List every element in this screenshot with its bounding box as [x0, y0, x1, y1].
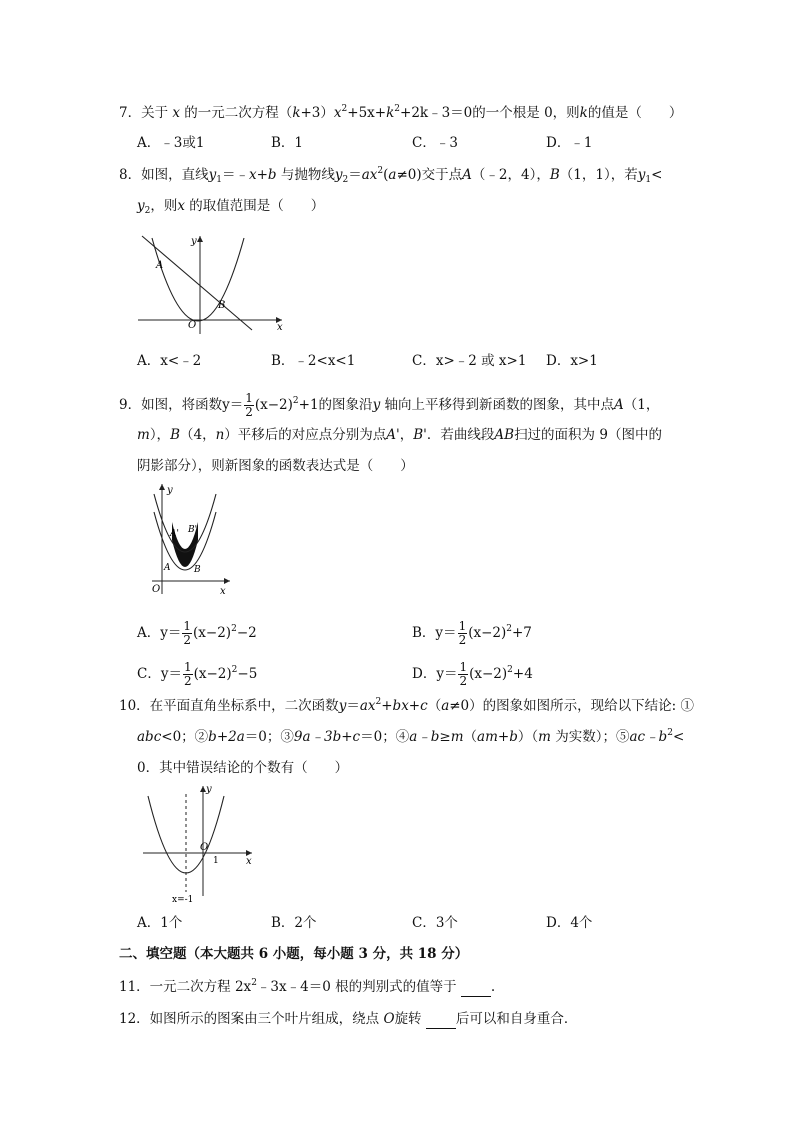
q7-stem: 7．关于 x 的一元二次方程$(k+3)x^2+5x+k^2+2k﹣3=0$的一个根是 0，则k的值是（ ） [119, 104, 683, 121]
q10-stem-line1: 10．在平面直角坐标系中，二次函数$y=ax^2+bx+c(a\ne 0)$的图象如图所示，现给以下结论: ① [119, 697, 694, 714]
q10-fig-x-label: x [246, 856, 252, 867]
q7-option-d[interactable]: D．﹣1 [546, 135, 593, 151]
q8-fig-x-label: x [277, 322, 283, 333]
q12-answer-blank[interactable] [426, 1010, 456, 1029]
q10-fig-y-label: y [206, 784, 212, 795]
q11-stem: 11．一元二次方程 $2x^2﹣3x﹣4=0$ 根的判别式的值等于 . [119, 978, 496, 995]
q9-option-b[interactable]: B．y＝ $\frac{1}{2}$ $(x-2)^2+7$ [412, 619, 532, 647]
q11-answer-blank[interactable] [461, 978, 491, 997]
q9-fig-point-b: B [194, 565, 201, 575]
q10-option-d[interactable]: D．4个 [546, 915, 593, 931]
q9-fig-y-label: y [167, 485, 173, 496]
q7-option-c[interactable]: C．﹣3 [412, 135, 458, 151]
q8-figure [134, 228, 289, 338]
q8-option-c[interactable]: C．x>﹣2 或 x>1 [412, 353, 527, 369]
q9-fig-origin: O [152, 584, 161, 595]
q8-fig-origin: O [188, 320, 197, 331]
q10-stem-line3: 0．其中错误结论的个数有（ ） [137, 760, 349, 776]
q7-option-a[interactable]: A．﹣3或1 [137, 135, 205, 151]
q10-fig-origin: O [200, 842, 209, 853]
section-heading-fill-in: 二、填空题（本大题共 6 小题，每小题 3 分，共 18 分） [119, 946, 469, 962]
q9-fig-point-a: A [164, 563, 171, 573]
q10-fig-tick-one: 1 [213, 856, 219, 866]
q10-fig-axis-label: x=-1 [172, 895, 194, 904]
q9-option-a[interactable]: A．y＝ $\frac{1}{2}$ $(x-2)^2-2$ [137, 619, 257, 647]
q10-stem-line2: abc<0；②b+2a＝0；③9a﹣3b+c＝0；④a﹣b≥m（am+b）（m 为实数）；$⑤ac﹣b^2<$ [137, 728, 685, 745]
q8-option-d[interactable]: D．x>1 [546, 353, 598, 369]
q8-option-b[interactable]: B．﹣2<x<1 [271, 353, 356, 369]
q9-stem-line2: m），B（4，n）平移后的对应点分别为点A'，B'．若曲线段AB扫过的面积为 9（图中的 [137, 427, 662, 443]
q12-stem: 12．如图所示的图案由三个叶片组成，绕点 O旋转 后可以和自身重合． [119, 1011, 578, 1027]
q10-option-c[interactable]: C．3个 [412, 915, 458, 931]
q8-fig-point-a: A [156, 260, 164, 271]
q10-figure [140, 782, 260, 904]
q8-fig-point-b: B [218, 300, 226, 311]
q9-option-d[interactable]: D．y＝ $\frac{1}{2}$ $(x-2)^2+4$ [412, 660, 533, 688]
q10-option-b[interactable]: B．2个 [271, 915, 317, 931]
q9-stem-line1: 9．如图，将函数y＝ $\frac{1}{2}$ $(x-2)^2+1$的图象沿y 轴向上平移得到新函数的图象，其中点A（1， [119, 391, 660, 419]
q10-option-a[interactable]: A．1个 [137, 915, 183, 931]
q9-fig-x-label: x [220, 586, 226, 597]
q9-fig-point-a-prime: A' [170, 529, 179, 539]
q9-fig-point-b-prime: B' [188, 525, 198, 535]
q8-stem-line1: 8．如图，直线$y_1=﹣x+b$ 与抛物线$y_2=ax^2(a\ne 0)$交于点A（﹣2，4），B（1，1），若$y_1<$ [119, 166, 663, 185]
q8-fig-y-label: y [191, 236, 197, 247]
q8-option-a[interactable]: A．x<﹣2 [137, 353, 202, 369]
q9-option-c[interactable]: C．y＝ $\frac{1}{2}$ $(x-2)^2-5$ [137, 660, 258, 688]
q8-stem-line2: $y_2$，则x 的取值范围是（ ） [137, 198, 325, 216]
q9-stem-line3: 阴影部分），则新图象的函数表达式是（ ） [137, 458, 414, 474]
q9-figure [148, 480, 233, 598]
q7-option-b[interactable]: B．1 [271, 135, 304, 151]
